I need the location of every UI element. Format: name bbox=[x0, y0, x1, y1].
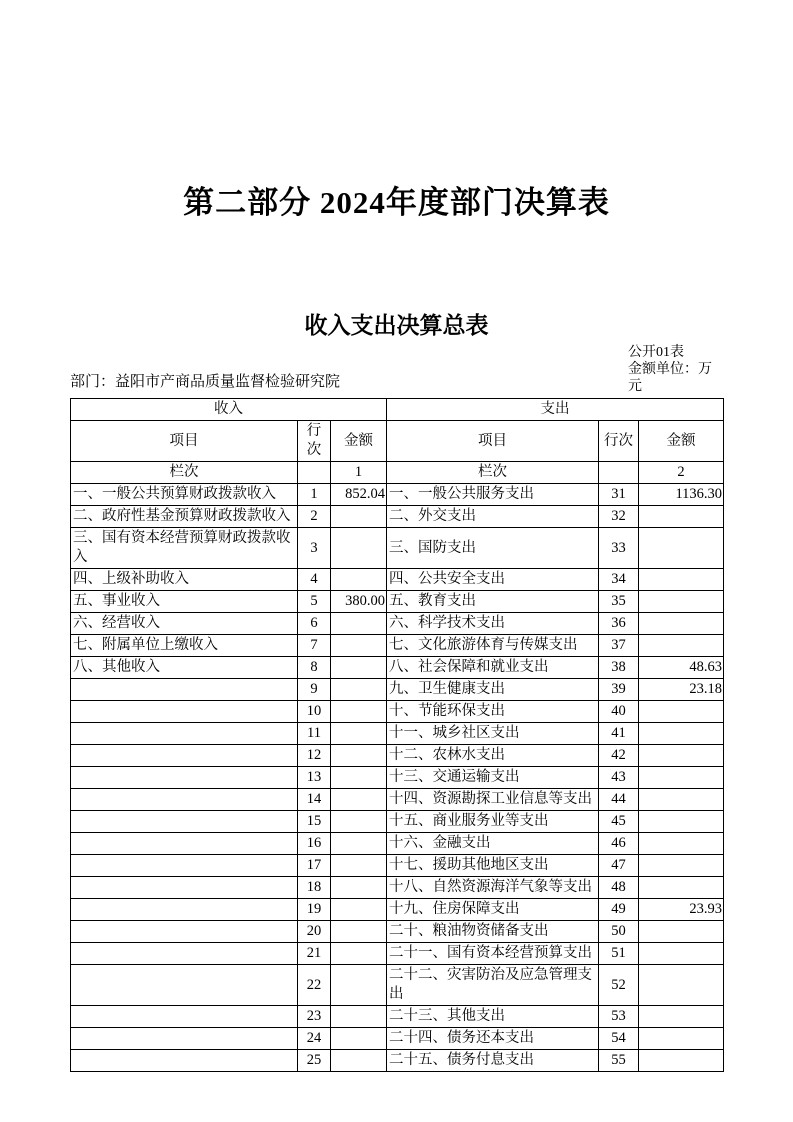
expense-item-cell: 二十一、国有资本经营预算支出 bbox=[387, 943, 599, 965]
expense-column-number: 2 bbox=[639, 462, 724, 484]
income-amount-cell: 380.00 bbox=[331, 591, 387, 613]
table-row bbox=[71, 569, 724, 591]
income-item-cell: 四、上级补助收入 bbox=[71, 569, 298, 591]
expense-item-cell: 四、公共安全支出 bbox=[387, 569, 599, 591]
table-row bbox=[71, 1028, 724, 1050]
income-amount-cell bbox=[331, 679, 387, 701]
department-label: 部门：益阳市产商品质量监督检验研究院 bbox=[70, 374, 341, 390]
expense-amount-cell bbox=[639, 833, 724, 855]
table-row bbox=[71, 613, 724, 635]
income-item-cell bbox=[71, 1050, 298, 1072]
expense-rowno-cell: 34 bbox=[599, 569, 639, 591]
expense-item-cell: 二十四、债务还本支出 bbox=[387, 1028, 599, 1050]
income-rowno-cell: 13 bbox=[298, 767, 331, 789]
table-code: 公开01表 bbox=[628, 345, 684, 360]
expense-item-cell: 六、科学技术支出 bbox=[387, 613, 599, 635]
income-rowno-cell: 4 bbox=[298, 569, 331, 591]
income-item-cell: 八、其他收入 bbox=[71, 657, 298, 679]
income-amount-cell bbox=[331, 789, 387, 811]
income-item-header: 项目 bbox=[71, 421, 298, 462]
expense-amount-cell bbox=[639, 767, 724, 789]
income-amount-cell bbox=[331, 1050, 387, 1072]
expense-amount-cell bbox=[639, 921, 724, 943]
table-row bbox=[71, 943, 724, 965]
expense-item-cell: 二十、粮油物资储备支出 bbox=[387, 921, 599, 943]
income-item-cell: 三、国有资本经营预算财政拨款收入 bbox=[71, 528, 298, 569]
expense-rowno-cell: 40 bbox=[599, 701, 639, 723]
income-item-cell: 一、一般公共预算财政拨款收入 bbox=[71, 484, 298, 506]
expense-amount-cell bbox=[639, 965, 724, 1006]
table-row bbox=[71, 701, 724, 723]
table-row bbox=[71, 767, 724, 789]
expense-rowno-cell: 53 bbox=[599, 1006, 639, 1028]
expense-rowno-cell: 50 bbox=[599, 921, 639, 943]
expense-amount-cell bbox=[639, 723, 724, 745]
expense-amount-cell: 1136.30 bbox=[639, 484, 724, 506]
expense-amount-cell bbox=[639, 877, 724, 899]
expense-rowno-cell: 36 bbox=[599, 613, 639, 635]
expense-item-cell: 十、节能环保支出 bbox=[387, 701, 599, 723]
table-row bbox=[71, 811, 724, 833]
income-amount-cell bbox=[331, 767, 387, 789]
expense-amount-cell bbox=[639, 591, 724, 613]
expense-amount-cell bbox=[639, 635, 724, 657]
income-rowno-cell: 25 bbox=[298, 1050, 331, 1072]
table-row bbox=[71, 899, 724, 921]
column-number-row bbox=[71, 462, 724, 484]
expense-item-cell: 十六、金融支出 bbox=[387, 833, 599, 855]
expense-rowno-cell: 48 bbox=[599, 877, 639, 899]
expense-item-cell: 十五、商业服务业等支出 bbox=[387, 811, 599, 833]
expense-amount-cell bbox=[639, 1028, 724, 1050]
income-item-cell bbox=[71, 943, 298, 965]
expense-item-cell: 七、文化旅游体育与传媒支出 bbox=[387, 635, 599, 657]
expense-amount-cell bbox=[639, 506, 724, 528]
section-header-row bbox=[71, 399, 724, 421]
table-row bbox=[71, 877, 724, 899]
expense-rowno-header: 行次 bbox=[599, 421, 639, 462]
expense-item-header: 项目 bbox=[387, 421, 599, 462]
income-amount-cell bbox=[331, 899, 387, 921]
expense-amount-cell: 23.93 bbox=[639, 899, 724, 921]
budget-table bbox=[70, 398, 724, 1072]
expense-item-cell: 十四、资源勘探工业信息等支出 bbox=[387, 789, 599, 811]
table-row bbox=[71, 484, 724, 506]
expense-rowno-cell: 39 bbox=[599, 679, 639, 701]
expense-amount-cell bbox=[639, 528, 724, 569]
income-amount-cell bbox=[331, 506, 387, 528]
expense-item-cell: 九、卫生健康支出 bbox=[387, 679, 599, 701]
expense-item-cell: 十三、交通运输支出 bbox=[387, 767, 599, 789]
expense-rowno-cell: 35 bbox=[599, 591, 639, 613]
income-amount-cell bbox=[331, 723, 387, 745]
expense-rowno-cell: 38 bbox=[599, 657, 639, 679]
expense-rowno-cell: 45 bbox=[599, 811, 639, 833]
income-amount-cell bbox=[331, 855, 387, 877]
income-item-cell bbox=[71, 745, 298, 767]
income-item-cell bbox=[71, 767, 298, 789]
income-item-cell bbox=[71, 723, 298, 745]
expense-amount-cell bbox=[639, 855, 724, 877]
income-amount-cell bbox=[331, 833, 387, 855]
unit-label: 金额单位：万元 bbox=[628, 362, 712, 394]
income-amount-cell bbox=[331, 745, 387, 767]
income-rowno-cell: 2 bbox=[298, 506, 331, 528]
expense-amount-cell bbox=[639, 745, 724, 767]
table-row bbox=[71, 591, 724, 613]
expense-item-cell: 十七、援助其他地区支出 bbox=[387, 855, 599, 877]
income-rowno-cell: 5 bbox=[298, 591, 331, 613]
table-row bbox=[71, 679, 724, 701]
expense-item-cell: 八、社会保障和就业支出 bbox=[387, 657, 599, 679]
income-rowno-cell: 21 bbox=[298, 943, 331, 965]
expense-rowno-cell: 43 bbox=[599, 767, 639, 789]
income-rowno-cell: 16 bbox=[298, 833, 331, 855]
income-rowno-cell: 7 bbox=[298, 635, 331, 657]
expense-band-label: 栏次 bbox=[387, 462, 599, 484]
income-amount-cell bbox=[331, 1006, 387, 1028]
income-amount-cell: 852.04 bbox=[331, 484, 387, 506]
table-row bbox=[71, 528, 724, 569]
table-row bbox=[71, 1006, 724, 1028]
table-row bbox=[71, 745, 724, 767]
income-rowno-cell: 1 bbox=[298, 484, 331, 506]
income-rowno-cell: 6 bbox=[298, 613, 331, 635]
expense-rowno-cell: 47 bbox=[599, 855, 639, 877]
expense-amount-cell bbox=[639, 701, 724, 723]
income-rowno-cell: 23 bbox=[298, 1006, 331, 1028]
income-rowno-cell: 8 bbox=[298, 657, 331, 679]
expense-amount-cell bbox=[639, 1006, 724, 1028]
income-item-cell bbox=[71, 855, 298, 877]
table-row bbox=[71, 855, 724, 877]
income-rowno-cell: 17 bbox=[298, 855, 331, 877]
table-row bbox=[71, 1050, 724, 1072]
expense-amount-header: 金额 bbox=[639, 421, 724, 462]
income-rowno-cell: 18 bbox=[298, 877, 331, 899]
expense-item-cell: 二十二、灾害防治及应急管理支出 bbox=[387, 965, 599, 1006]
table-row bbox=[71, 965, 724, 1006]
income-item-cell bbox=[71, 1006, 298, 1028]
table-row bbox=[71, 723, 724, 745]
income-rowno-cell: 9 bbox=[298, 679, 331, 701]
expense-amount-cell bbox=[639, 789, 724, 811]
income-item-cell bbox=[71, 877, 298, 899]
income-rowno-cell: 15 bbox=[298, 811, 331, 833]
income-rowno-cell: 14 bbox=[298, 789, 331, 811]
income-item-cell bbox=[71, 679, 298, 701]
income-rowno-cell: 24 bbox=[298, 1028, 331, 1050]
income-band-rowno-blank bbox=[298, 462, 331, 484]
column-header-row bbox=[71, 421, 724, 462]
expense-rowno-cell: 46 bbox=[599, 833, 639, 855]
expense-rowno-cell: 54 bbox=[599, 1028, 639, 1050]
income-item-cell bbox=[71, 899, 298, 921]
income-item-cell bbox=[71, 1028, 298, 1050]
expense-item-cell: 五、教育支出 bbox=[387, 591, 599, 613]
income-rowno-cell: 11 bbox=[298, 723, 331, 745]
income-amount-cell bbox=[331, 613, 387, 635]
income-item-cell: 五、事业收入 bbox=[71, 591, 298, 613]
income-amount-cell bbox=[331, 569, 387, 591]
income-band-label: 栏次 bbox=[71, 462, 298, 484]
expense-item-cell: 十一、城乡社区支出 bbox=[387, 723, 599, 745]
income-amount-cell bbox=[331, 965, 387, 1006]
expense-rowno-cell: 37 bbox=[599, 635, 639, 657]
income-amount-cell bbox=[331, 943, 387, 965]
income-item-cell bbox=[71, 921, 298, 943]
table-row bbox=[71, 921, 724, 943]
income-item-cell: 七、附属单位上缴收入 bbox=[71, 635, 298, 657]
table-row bbox=[71, 657, 724, 679]
expense-item-cell: 三、国防支出 bbox=[387, 528, 599, 569]
income-item-cell: 二、政府性基金预算财政拨款收入 bbox=[71, 506, 298, 528]
table-code-unit-block bbox=[628, 344, 724, 395]
table-meta bbox=[70, 339, 723, 398]
expense-section-header: 支出 bbox=[387, 399, 724, 421]
table-title: 收入支出决算总表 bbox=[304, 313, 489, 338]
table-body bbox=[71, 484, 724, 1072]
income-amount-header: 金额 bbox=[331, 421, 387, 462]
expense-item-cell: 十二、农林水支出 bbox=[387, 745, 599, 767]
income-amount-cell bbox=[331, 811, 387, 833]
income-amount-cell bbox=[331, 528, 387, 569]
table-row bbox=[71, 506, 724, 528]
expense-amount-cell bbox=[639, 613, 724, 635]
income-amount-cell bbox=[331, 701, 387, 723]
expense-amount-cell bbox=[639, 1050, 724, 1072]
expense-band-rowno-blank bbox=[599, 462, 639, 484]
expense-rowno-cell: 49 bbox=[599, 899, 639, 921]
table-row bbox=[71, 833, 724, 855]
income-rowno-header: 行次 bbox=[298, 421, 331, 462]
expense-amount-cell bbox=[639, 943, 724, 965]
income-rowno-cell: 20 bbox=[298, 921, 331, 943]
part-title: 第二部分 2024年度部门决算表 bbox=[183, 185, 610, 220]
income-column-number: 1 bbox=[331, 462, 387, 484]
expense-item-cell: 二十三、其他支出 bbox=[387, 1006, 599, 1028]
expense-item-cell: 二十五、债务付息支出 bbox=[387, 1050, 599, 1072]
income-rowno-cell: 3 bbox=[298, 528, 331, 569]
expense-amount-cell: 48.63 bbox=[639, 657, 724, 679]
expense-rowno-cell: 32 bbox=[599, 506, 639, 528]
income-rowno-cell: 10 bbox=[298, 701, 331, 723]
income-item-cell bbox=[71, 811, 298, 833]
expense-amount-cell bbox=[639, 569, 724, 591]
income-item-cell: 六、经营收入 bbox=[71, 613, 298, 635]
expense-amount-cell: 23.18 bbox=[639, 679, 724, 701]
income-amount-cell bbox=[331, 657, 387, 679]
income-section-header: 收入 bbox=[71, 399, 387, 421]
income-rowno-cell: 22 bbox=[298, 965, 331, 1006]
income-amount-cell bbox=[331, 877, 387, 899]
income-rowno-cell: 12 bbox=[298, 745, 331, 767]
expense-rowno-cell: 44 bbox=[599, 789, 639, 811]
expense-amount-cell bbox=[639, 811, 724, 833]
income-rowno-cell: 19 bbox=[298, 899, 331, 921]
expense-rowno-cell: 52 bbox=[599, 965, 639, 1006]
income-amount-cell bbox=[331, 921, 387, 943]
expense-rowno-cell: 31 bbox=[599, 484, 639, 506]
income-item-cell bbox=[71, 701, 298, 723]
table-row bbox=[71, 635, 724, 657]
expense-rowno-cell: 55 bbox=[599, 1050, 639, 1072]
expense-item-cell: 十八、自然资源海洋气象等支出 bbox=[387, 877, 599, 899]
income-item-cell bbox=[71, 789, 298, 811]
expense-item-cell: 一、一般公共服务支出 bbox=[387, 484, 599, 506]
income-item-cell bbox=[71, 833, 298, 855]
expense-rowno-cell: 33 bbox=[599, 528, 639, 569]
income-item-cell bbox=[71, 965, 298, 1006]
income-amount-cell bbox=[331, 1028, 387, 1050]
income-amount-cell bbox=[331, 635, 387, 657]
expense-rowno-cell: 51 bbox=[599, 943, 639, 965]
table-row bbox=[71, 789, 724, 811]
expense-rowno-cell: 41 bbox=[599, 723, 639, 745]
expense-rowno-cell: 42 bbox=[599, 745, 639, 767]
expense-item-cell: 二、外交支出 bbox=[387, 506, 599, 528]
expense-item-cell: 十九、住房保障支出 bbox=[387, 899, 599, 921]
